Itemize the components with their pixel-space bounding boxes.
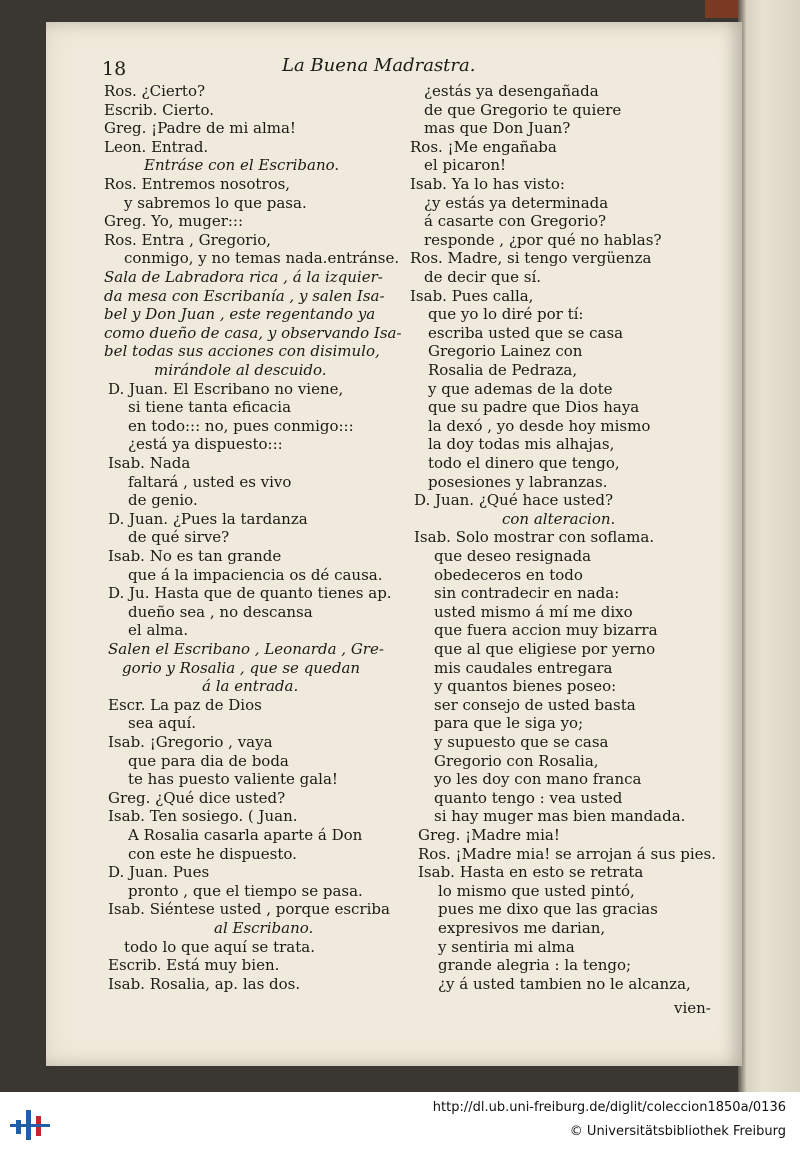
right-verse-line: que yo lo diré por tí: [428,305,584,324]
right-verse-line: mas que Don Juan? [424,119,571,138]
left-verse-line: Escr. La paz de Dios [108,695,262,714]
left-verse-line: sea aquí. [128,714,197,733]
left-verse-line: en todo::: no, pues conmigo::: [128,416,354,435]
left-verse-line: A Rosalia casarla aparte á Don [128,826,363,844]
left-verse-line: D. Juan. Pues [108,863,210,882]
left-verse-line: pronto , que el tiempo se pasa. [128,881,363,900]
right-verse-line: Ros. ¡Madre mia! se arrojan á sus pies. [418,844,717,863]
right-verse-line: y supuesto que se casa [434,733,609,751]
left-verse-line: Isab. No es tan grande [108,547,282,565]
right-verse-line: con alteracion. [502,509,616,528]
left-verse-line: de genio. [128,491,198,510]
right-verse-line: quanto tengo : vea usted [434,788,623,807]
right-verse-line: responde , ¿por qué no hablas? [424,230,662,249]
right-verse-line: ¿estás ya desengañada [424,82,599,100]
left-verse-line: bel todas sus acciones con disimulo, [104,342,380,361]
left-verse-line: dueño sea , no descansa [128,602,313,621]
right-verse-line: de que Gregorio te quiere [424,100,622,119]
running-title: La Buena Madrastra. [282,55,476,76]
right-verse-line: lo mismo que usted pintó, [438,881,635,900]
left-verse-line: te has puesto valiente gala! [128,770,338,789]
book-binding-edge [738,0,800,1092]
left-verse-line: Greg. ¿Qué dice usted? [108,788,286,807]
left-verse-line: Escrib. Está muy bien. [108,956,280,975]
left-verse-line: Sala de Labradora rica , á la izquier- [104,268,383,286]
left-verse-line: Isab. Ten sosiego. ( Juan. [108,807,298,826]
left-verse-line: gorio y Rosalia , que se quedan [122,658,361,677]
left-verse-line: si tiene tanta eficacia [128,398,292,417]
right-verse-line: Ros. ¡Me engañaba [410,137,557,156]
catchword: vien- [674,999,711,1017]
left-verse-line: Ros. Entra , Gregorio, [104,230,272,249]
left-verse-line: Escrib. Cierto. [104,100,215,119]
left-verse-line: al Escribano. [214,919,314,937]
right-verse-line: expresivos me darian, [438,919,606,937]
left-verse-line: que para dia de boda [128,751,289,770]
right-verse-line: Rosalia de Pedraza, [428,361,578,379]
left-verse-line: Ros. ¿Cierto? [104,82,206,100]
left-verse-line: que á la impaciencia os dé causa. [128,565,383,584]
left-verse-line: de qué sirve? [128,528,230,547]
left-verse-line: Ros. Entremos nosotros, [104,175,291,193]
right-verse-line: Ros. Madre, si tengo vergüenza [410,249,652,268]
left-verse-line: á la entrada. [202,677,299,696]
right-verse-line: y que ademas de la dote [428,379,613,398]
right-verse-line: todo el dinero que tengo, [428,454,620,472]
right-verse-line: la doy todas mis alhajas, [428,435,615,454]
left-verse-line: el alma. [128,621,189,640]
right-verse-line: de decir que sí. [424,268,542,286]
right-verse-line: que fuera accion muy bizarra [434,621,658,640]
left-verse-line: con este he dispuesto. [128,844,297,863]
left-verse-line: Salen el Escribano , Leonarda , Gre- [108,640,384,658]
right-verse-line: D. Juan. ¿Qué hace usted? [414,491,614,510]
right-verse-line: el picaron! [424,156,507,175]
library-logo-icon [10,1102,52,1140]
right-verse-line: posesiones y labranzas. [428,472,608,491]
right-verse-line: á casarte con Gregorio? [424,212,607,231]
left-verse-line: Isab. Nada [108,454,191,472]
left-verse-line: Isab. Siéntese usted , porque escriba [108,900,390,919]
right-verse-line: escriba usted que se casa [428,323,624,342]
left-verse-line: da mesa con Escribanía , y salen Isa- [104,286,385,305]
right-verse-line: si hay muger mas bien mandada. [434,807,686,826]
right-verse-line: que al que eligiese por yerno [434,640,656,658]
right-verse-line: y sentiria mi alma [438,937,575,956]
left-verse-line: y sabremos lo que pasa. [124,193,307,212]
right-verse-line: pues me dixo que las gracias [438,900,658,919]
right-verse-line: yo les doy con mano franca [434,770,642,789]
right-verse-line: ¿y estás ya determinada [424,193,609,212]
footer-bar [0,1092,800,1150]
right-verse-line: ¿y á usted tambien no le alcanza, [438,974,691,993]
left-verse-line: Leon. Entrad. [104,137,209,156]
left-verse-line: todo lo que aquí se trata. [124,937,315,956]
right-verse-line: Isab. Solo mostrar con soflama. [414,528,655,547]
book-page [46,22,742,1066]
right-verse-line: Greg. ¡Madre mia! [418,826,560,844]
right-verse-line: Isab. Ya lo has visto: [410,175,565,193]
right-verse-line: que su padre que Dios haya [428,398,640,417]
right-verse-line: para que le siga yo; [434,714,584,733]
right-verse-line: obedeceros en todo [434,565,583,584]
left-verse-line: D. Juan. ¿Pues la tardanza [108,509,308,528]
copyright-notice: © Universitätsbibliothek Freiburg [569,1124,786,1139]
right-verse-line: grande alegria : la tengo; [438,956,632,975]
left-verse-line: ¿está ya dispuesto::: [128,435,283,454]
left-verse-line: D. Ju. Hasta que de quanto tienes ap. [108,584,392,603]
right-verse-line: Isab. Hasta en esto se retrata [418,863,644,882]
left-verse-line: faltará , usted es vivo [128,472,292,491]
left-verse-line: Greg. Yo, muger::: [104,212,244,231]
right-verse-line: ser consejo de usted basta [434,695,636,714]
right-verse-line: Gregorio con Rosalia, [434,751,599,770]
right-verse-line: Isab. Pues calla, [410,286,534,305]
right-verse-line: sin contradecir en nada: [434,584,620,603]
right-verse-line: que deseo resignada [434,547,592,565]
right-verse-line: la dexó , yo desde hoy mismo [428,416,651,435]
left-verse-line: mirándole al descuido. [154,361,327,379]
left-verse-line: Greg. ¡Padre de mi alma! [104,119,296,138]
left-verse-line: como dueño de casa, y observando Isa- [104,323,402,342]
left-verse-line: Isab. ¡Gregorio , vaya [108,733,273,751]
left-verse-line: Isab. Rosalia, ap. las dos. [108,974,301,993]
right-verse-line: y quantos bienes poseo: [434,677,617,696]
right-verse-line: usted mismo á mí me dixo [434,602,633,621]
left-verse-line: Entráse con el Escribano. [144,156,340,175]
left-verse-line: D. Juan. El Escribano no viene, [108,379,344,398]
left-verse-line: conmigo, y no temas nada.entránse. [124,249,400,268]
page-number: 18 [102,58,127,80]
left-verse-line: bel y Don Juan , este regentando ya [104,305,376,324]
right-verse-line: Gregorio Lainez con [428,342,583,361]
document-url[interactable]: http://dl.ub.uni-freiburg.de/diglit/coleccion1850a/0136 [432,1100,786,1115]
right-verse-line: mis caudales entregara [434,658,613,677]
